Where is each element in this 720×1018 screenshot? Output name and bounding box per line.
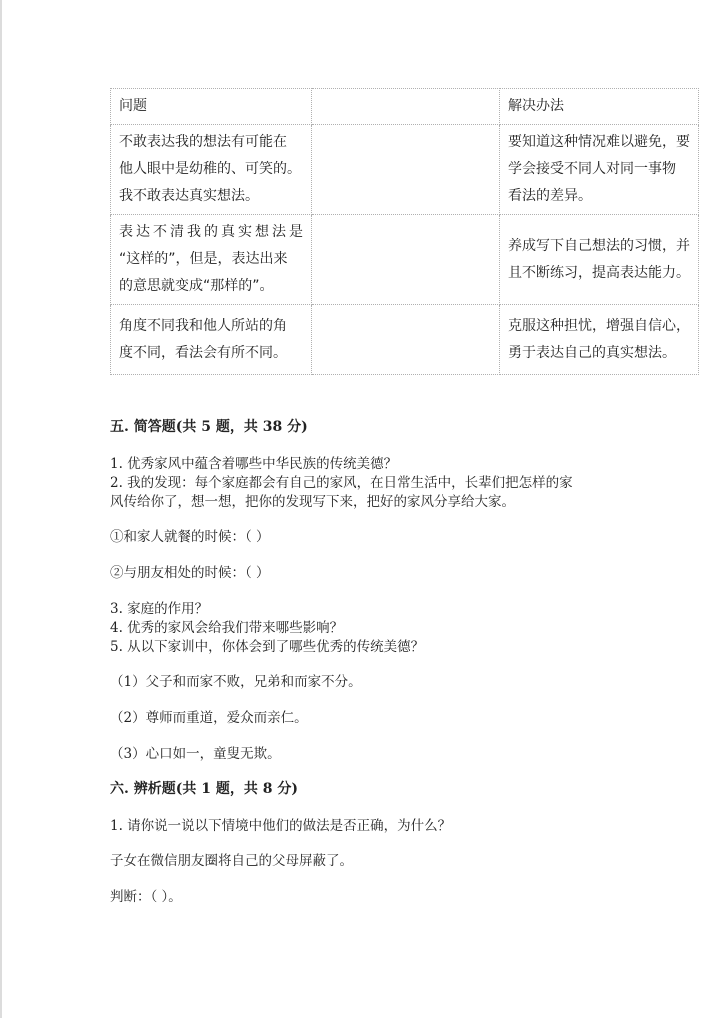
question-6-1: 1. 请你说一说以下情境中他们的做法是否正确，为什么？ xyxy=(110,818,452,834)
solution-cell xyxy=(500,125,699,215)
cell-line: “这样的”，但是，表达出来 xyxy=(119,251,288,267)
question-3: 3. 家庭的作用？ xyxy=(110,601,209,617)
cell-line: 度不同，看法会有所不同。 xyxy=(119,344,287,361)
cell-line: 勇于表达自己的真实想法。 xyxy=(508,344,676,361)
cell-line: 表达不清我的真实想法是 xyxy=(119,224,303,240)
problem-cell xyxy=(111,305,312,375)
header-solution: 解决办法 xyxy=(500,89,699,125)
middle-cell xyxy=(312,305,500,375)
middle-cell xyxy=(312,125,500,215)
question-5-item-2: （2）尊师而重道，爱众而亲仁。 xyxy=(110,710,308,726)
cell-line: 养成写下自己想法的习惯，并 xyxy=(508,237,690,254)
question-1: 1. 优秀家风中蕴含着哪些中华民族的传统美德？ xyxy=(110,456,398,472)
problem-cell xyxy=(111,125,312,215)
cell-line: 不敢表达我的想法有可能在 xyxy=(119,134,287,150)
cell-line: 他人眼中是幼稚的、可笑的。 xyxy=(119,161,301,177)
question-2-item-2: ②与朋友相处的时候：（ ） xyxy=(110,565,270,581)
section-five-title: 五. 简答题(共 5 题，共 38 分) xyxy=(110,419,308,435)
question-5-item-3: （3）心口如一，童叟无欺。 xyxy=(110,746,281,762)
problem-cell xyxy=(111,215,312,305)
solution-cell xyxy=(500,305,699,375)
problem-solution-table xyxy=(110,88,699,375)
scenario-text: 子女在微信朋友圈将自己的父母屏蔽了。 xyxy=(110,853,353,869)
table-row xyxy=(111,215,699,305)
table-header-row xyxy=(111,89,699,125)
page-left-edge xyxy=(0,0,2,1018)
question-2-line-2: 风传给你了，想一想，把你的发现写下来，把好的家风分享给大家。 xyxy=(110,494,515,510)
question-2-item-1: ①和家人就餐的时候：（ ） xyxy=(110,529,270,545)
cell-line: 角度不同我和他人所站的角 xyxy=(119,317,287,334)
question-5: 5. 从以下家训中，你体会到了哪些优秀的传统美德？ xyxy=(110,639,425,655)
cell-line: 克服这种担忧，增强自信心， xyxy=(508,317,690,334)
cell-line: 且不断练习，提高表达能力。 xyxy=(508,264,690,281)
cell-line: 我不敢表达真实想法。 xyxy=(119,188,259,204)
table-row xyxy=(111,305,699,375)
section-six-title: 六. 辨析题(共 1 题，共 8 分) xyxy=(110,781,298,797)
middle-cell xyxy=(312,215,500,305)
cell-line: 学会接受不同人对同一事物 xyxy=(508,161,676,177)
cell-line: 的意思就变成“那样的”。 xyxy=(119,278,274,294)
table-row xyxy=(111,125,699,215)
question-4: 4. 优秀的家风会给我们带来哪些影响？ xyxy=(110,620,344,636)
header-problem: 问题 xyxy=(111,89,312,125)
cell-line: 要知道这种情况难以避免，要 xyxy=(508,134,690,150)
solution-cell xyxy=(500,215,699,305)
question-5-item-1: （1）父子和而家不败，兄弟和而家不分。 xyxy=(110,674,362,690)
cell-line: 看法的差异。 xyxy=(508,188,592,204)
judge-blank: 判断：（ ）。 xyxy=(110,889,182,905)
question-2-line-1: 2. 我的发现：每个家庭都会有自己的家风，在日常生活中，长辈们把怎样的家 xyxy=(110,475,573,491)
header-middle xyxy=(312,89,500,125)
